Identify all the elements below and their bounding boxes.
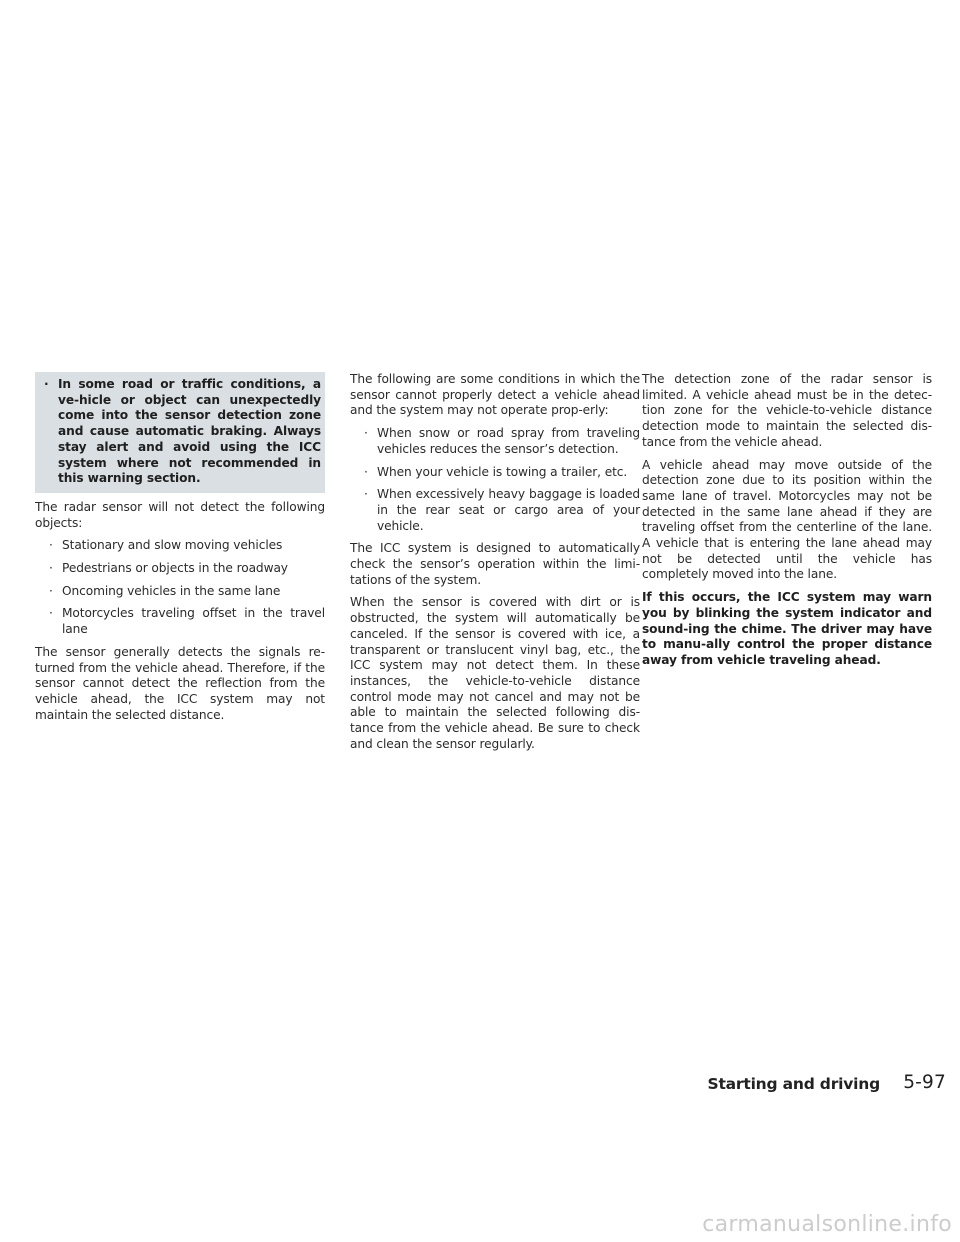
list-item bbox=[350, 426, 640, 457]
list-item-text: When snow or road spray from traveling vehicles reduces the sensor’s detection. bbox=[377, 426, 640, 456]
bullet-icon: · bbox=[49, 561, 53, 576]
paragraph: The ICC system is designed to automatically check the sensor’s operation within the limi-tations of the system. bbox=[350, 541, 640, 587]
list-item bbox=[35, 538, 325, 554]
list-item-text: Oncoming vehicles in the same lane bbox=[62, 583, 281, 598]
paragraph: The following are some conditions in which the sensor cannot properly detect a vehicle ahead and the system may not operate prop-erly: bbox=[350, 372, 640, 418]
warning-box bbox=[35, 372, 325, 493]
column-3 bbox=[642, 372, 932, 676]
list-item-text: Motorcycles traveling offset in the travel lane bbox=[62, 606, 325, 637]
bullet-list bbox=[35, 538, 325, 638]
bullet-list bbox=[350, 426, 640, 534]
bullet-icon: · bbox=[364, 426, 368, 441]
paragraph-bold: If this occurs, the ICC system may warn you by blinking the system indicator and sound-ing the chime. The driver may have to manu-ally control the proper distance away from vehicle traveling ahead. bbox=[642, 590, 932, 667]
warning-text: In some road or traffic conditions, a ve-hicle or object can unexpectedly come into the sensor detection zone and cause automatic braking. Always stay alert and avoid using the ICC system where not recommended in this warning section. bbox=[58, 377, 321, 486]
list-item-text: Pedestrians or objects in the roadway bbox=[62, 561, 288, 576]
page-footer bbox=[0, 1071, 960, 1095]
list-item bbox=[35, 584, 325, 600]
list-item-text: When excessively heavy baggage is loaded in the rear seat or cargo area of your vehicle. bbox=[377, 487, 640, 533]
bullet-icon: · bbox=[49, 606, 53, 621]
paragraph: A vehicle ahead may move outside of the detection zone due to its position within the same lane of travel. Motorcycles may not be detected in the same lane ahead if they are traveling offset from the centerline of the lane. A vehicle that is entering the lane ahead may not be detected until the vehicle has completely moved into the lane. bbox=[642, 457, 932, 582]
bullet-icon: · bbox=[364, 487, 368, 502]
column-1 bbox=[35, 372, 325, 730]
list-item-text: Stationary and slow moving vehicles bbox=[62, 538, 283, 553]
list-item bbox=[35, 561, 325, 577]
bullet-icon: · bbox=[364, 464, 368, 479]
footer-section-title: Starting and driving bbox=[707, 1075, 880, 1093]
bullet-icon: · bbox=[49, 583, 53, 598]
paragraph: The sensor generally detects the signals re-turned from the vehicle ahead. Therefore, if the sensor cannot detect the reflection from the vehicle ahead, the ICC system may not maintain the selected distance. bbox=[35, 644, 325, 722]
list-item bbox=[350, 487, 640, 534]
page-number: 5-97 bbox=[903, 1072, 946, 1093]
paragraph: When the sensor is covered with dirt or is obstructed, the system will automatically be canceled. If the sensor is covered with ice, a transparent or translucent vinyl bag, etc., the ICC system may not detect them. In these instances, the vehicle-to-vehicle distance control mode may not cancel and may not be able to maintain the selected following dis-tance from the vehicle ahead. Be sure to check and clean the sensor regularly. bbox=[350, 595, 640, 751]
bullet-icon: · bbox=[44, 377, 49, 391]
column-2 bbox=[350, 372, 640, 759]
list-item bbox=[35, 606, 325, 637]
list-item-text: When your vehicle is towing a trailer, etc. bbox=[377, 464, 628, 479]
watermark: carmanualsonline.info bbox=[702, 1212, 952, 1237]
bullet-icon: · bbox=[49, 538, 53, 553]
list-item bbox=[350, 465, 640, 481]
paragraph: The radar sensor will not detect the following objects: bbox=[35, 499, 325, 530]
paragraph: The detection zone of the radar sensor is limited. A vehicle ahead must be in the detec-tion zone for the vehicle-to-vehicle distance detection mode to maintain the selected dis-tance from the vehicle ahead. bbox=[642, 372, 932, 449]
